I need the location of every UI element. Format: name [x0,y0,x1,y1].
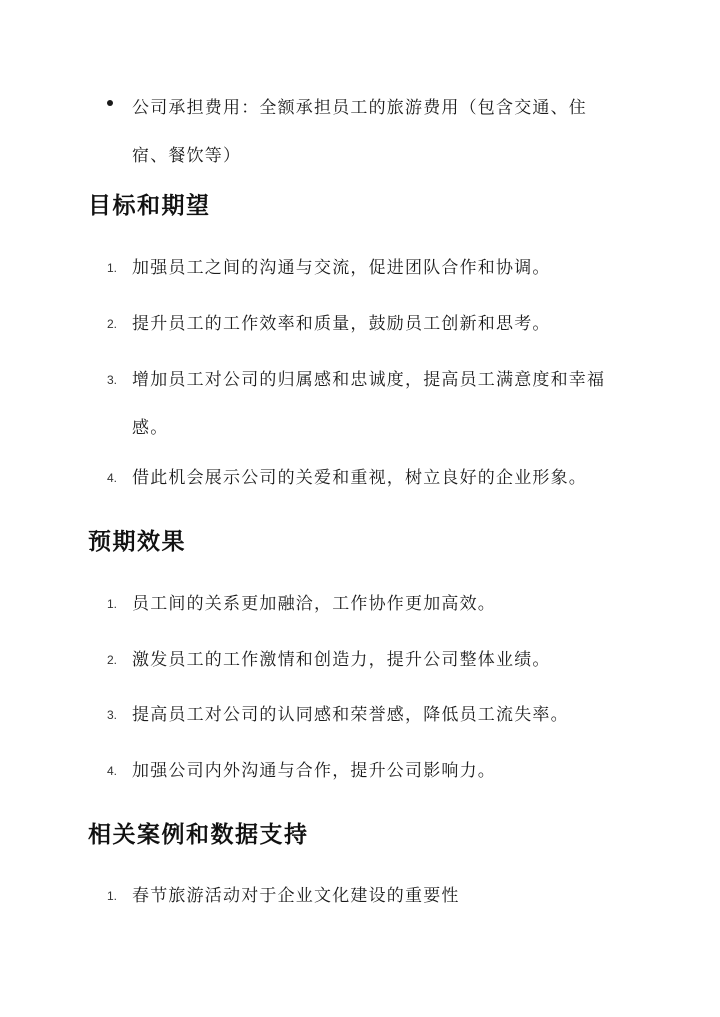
list-number: 2. [107,653,118,667]
cost-text: 公司承担费用：全额承担员工的旅游费用（包含交通、住宿、餐饮等） [132,98,587,166]
effects-heading: 预期效果 [88,528,186,555]
list-number: 2. [107,317,118,331]
list-item-text: 员工间的关系更加融洽，工作协作更加高效。 [132,594,496,614]
cases-heading: 相关案例和数据支持 [88,821,309,848]
list-number: 3. [107,708,118,722]
list-item-text: 激发员工的工作激情和创造力，提升公司整体业绩。 [132,650,551,670]
list-number: 1. [107,597,118,611]
list-item-text: 增加员工对公司的归属感和忠诚度，提高员工满意度和幸福感。 [132,370,606,438]
list-item-text: 春节旅游活动对于企业文化建设的重要性 [132,886,460,906]
list-number: 1. [107,889,118,903]
list-number: 4. [107,764,118,778]
list-item-text: 提升员工的工作效率和质量，鼓励员工创新和思考。 [132,314,551,334]
list-number: 3. [107,373,118,387]
list-number: 1. [107,261,118,275]
list-number: 4. [107,471,118,485]
list-item-text: 提高员工对公司的认同感和荣誉感，降低员工流失率。 [132,705,569,725]
list-item-text: 加强公司内外沟通与合作，提升公司影响力。 [132,761,496,781]
goals-heading: 目标和期望 [88,192,211,219]
bullet-dot-icon [107,100,113,106]
list-item-text: 借此机会展示公司的关爱和重视，树立良好的企业形象。 [132,468,587,488]
list-item-text: 加强员工之间的沟通与交流，促进团队合作和协调。 [132,258,551,278]
